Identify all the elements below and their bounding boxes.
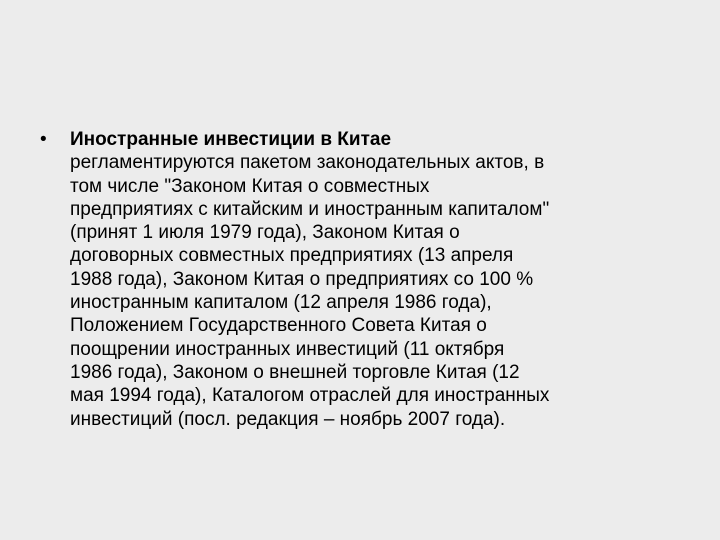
text-line: регламентируются пакетом законодательных актов, в [70,152,545,174]
text-line-lead: Иностранные инвестиции в Китае [70,129,392,150]
bullet-item [40,128,690,431]
text-line: 1986 года), Законом о внешней торговле Китая (12 [70,361,520,383]
text-line: поощрении иностранных инвестиций (11 октября [70,338,505,360]
text-line: предприятиях с китайским и иностранным капиталом" [70,198,550,220]
text-line: договорных совместных предприятиях (13 апреля [70,245,514,267]
text-line: мая 1994 года), Каталогом отраслей для иностранных [70,385,550,407]
bullet-icon: • [40,129,47,150]
text-line: (принят 1 июля 1979 года), Законом Китая о [70,222,460,244]
text-line: иностранным капиталом (12 апреля 1986 года), [70,292,492,314]
text-line: 1988 года), Законом Китая о предприятиях со 100 % [70,268,534,290]
text-line: инвестиций (посл. редакция – ноябрь 2007 года). [70,408,506,430]
text-line: Положением Государственного Совета Китая о [70,315,487,337]
text-line: том числе "Законом Китая о совместных [70,175,430,197]
bullet-text [70,128,690,431]
